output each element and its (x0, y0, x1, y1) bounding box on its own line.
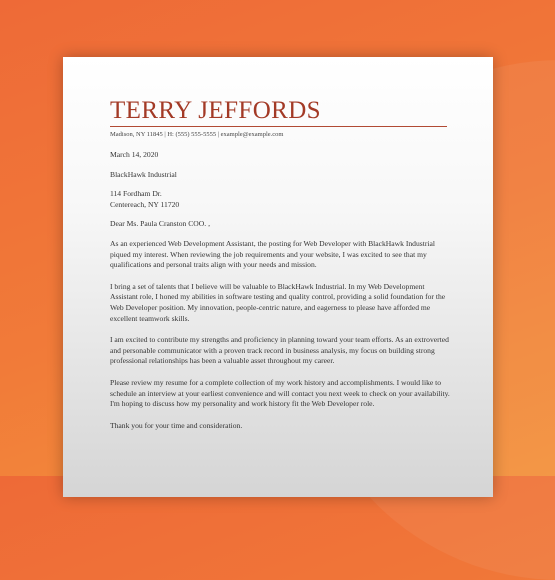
recipient-address-line1: 114 Fordham Dr. (110, 189, 162, 199)
recipient-address-line2: Centereach, NY 11720 (110, 199, 180, 209)
paragraph-3: I am excited to contribute my strengths and proficiency in planning toward your team efforts. As an extroverted and personable communicator with a proven track record in business analysis, my focus on building strong professional relationships has been a valuable asset throughout my career. (110, 335, 449, 366)
closing-line: Thank you for your time and consideration. (110, 420, 243, 430)
paragraph-1: As an experienced Web Development Assistant, the posting for Web Developer with BlackHawk Industrial piqued my interest. When reviewing the job requirements and your website, I was excited to see that my qualifications and personal traits align with your needs and mission. (110, 238, 435, 270)
applicant-name: TERRY JEFFORDS (110, 97, 321, 124)
salutation: Dear Ms. Paula Cranston COO. , (110, 219, 210, 229)
letter-body (110, 150, 450, 431)
resume-letter-page (63, 57, 493, 497)
recipient-company: BlackHawk Industrial (110, 169, 177, 179)
letter-date: March 14, 2020 (110, 150, 159, 159)
paragraph-4: Please review my resume for a complete collection of my work history and accomplishments. I would like to schedule an interview at your earliest convenience and will contact you next week to check on your availability. I'm hoping to discuss how my personality and work history fit the Web Developer role. (110, 377, 450, 409)
header-divider (110, 126, 447, 127)
paragraph-2: I bring a set of talents that I believe will be valuable to BlackHawk Industrial. In my Web Development Assistant role, I honed my abilities in software testing and quality control, providing a solid foundation for the Web Developer position. My innovation, people-centric nature, and eagerness to please have afforded me excellent teamwork skills. (110, 281, 446, 323)
contact-info: Madison, NY 11845 | H: (555) 555-5555 | example@example.com (110, 131, 284, 138)
